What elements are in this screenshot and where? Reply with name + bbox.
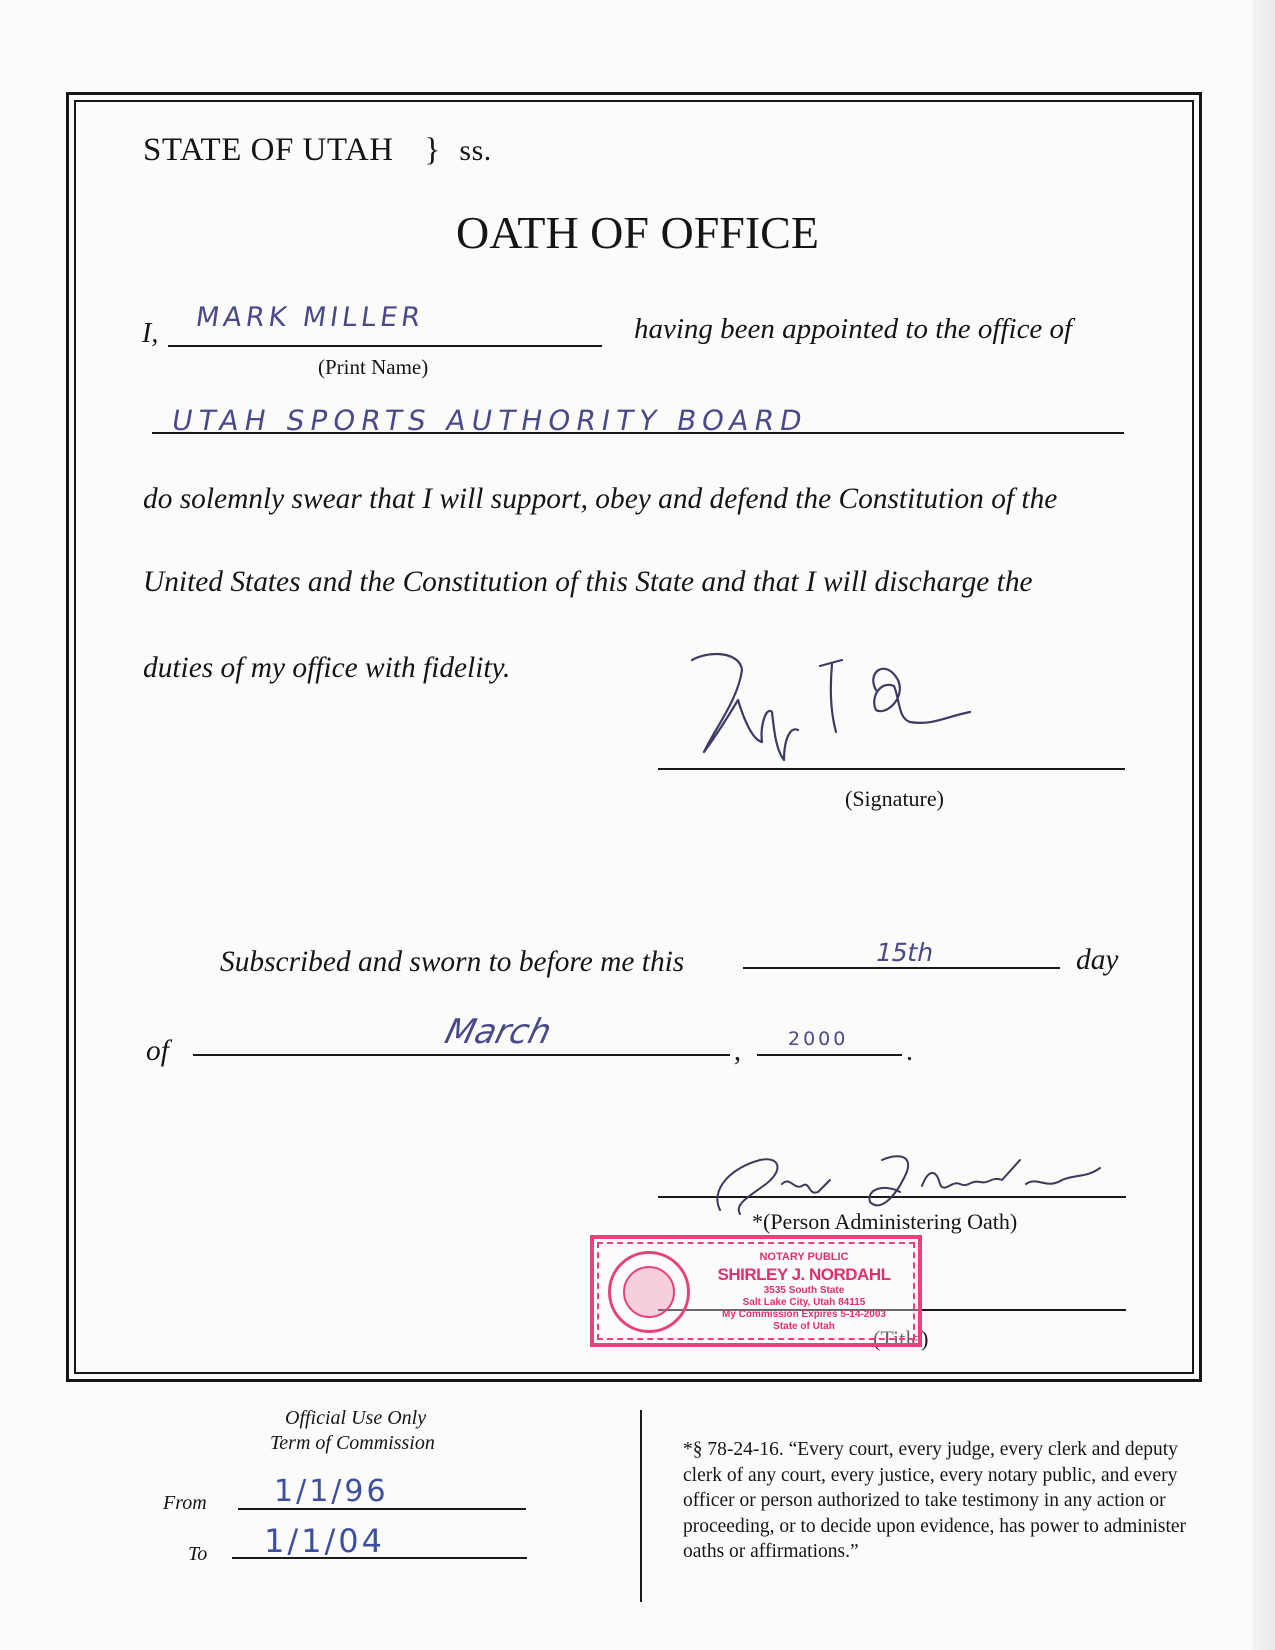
from-handwriting: 1/1/96 <box>274 1474 389 1509</box>
brace: } <box>424 132 441 168</box>
print-name-label: (Print Name) <box>318 355 429 379</box>
stamp-line-3: 3535 South State <box>763 1285 845 1296</box>
notary-seal-center <box>623 1266 675 1318</box>
stamp-line-1: NOTARY PUBLIC <box>759 1251 849 1263</box>
notary-stamp <box>590 1235 922 1347</box>
stamp-line-5: My Commission Expires 5-14-2003 <box>722 1309 886 1320</box>
print-name-line <box>168 345 602 347</box>
state-name: STATE OF UTAH <box>143 132 394 168</box>
office-handwriting: UTAH SPORTS AUTHORITY BOARD <box>169 404 811 437</box>
document-title: OATH OF OFFICE <box>456 207 819 258</box>
day-line <box>743 967 1060 969</box>
from-label: From <box>163 1492 207 1514</box>
oath-body-line-3: duties of my office with fidelity. <box>143 652 511 684</box>
notary-seal-icon <box>608 1251 690 1333</box>
oath-body-line-1: do solemnly swear that I will support, obey and defend the Constitution of the <box>143 483 1058 515</box>
stamp-line-4: Salt Lake City, Utah 84115 <box>742 1297 866 1308</box>
day-label: day <box>1076 944 1119 976</box>
to-label: To <box>188 1543 208 1565</box>
print-name-handwriting: MARK MILLER <box>193 302 427 333</box>
official-heading-2: Term of Commission <box>270 1432 435 1454</box>
oath-signature <box>680 640 1010 770</box>
year-line <box>757 1054 902 1056</box>
of-label: of <box>146 1035 169 1067</box>
ss-text: ss. <box>459 134 492 167</box>
title-label: (Title) <box>873 1326 929 1351</box>
official-heading-1: Official Use Only <box>285 1407 427 1429</box>
signature-label: (Signature) <box>845 786 944 811</box>
year-period: . <box>906 1036 913 1067</box>
i-prefix: I, <box>142 318 159 349</box>
subscribed-text: Subscribed and sworn to before me this <box>220 946 685 978</box>
to-handwriting: 1/1/04 <box>264 1522 385 1560</box>
stamp-line-2: SHIRLEY J. NORDAHL <box>717 1265 891 1284</box>
month-comma: , <box>734 1036 741 1067</box>
stamp-line-6: State of Utah <box>773 1321 835 1332</box>
month-handwriting: March <box>441 1012 556 1052</box>
administering-label: *(Person Administering Oath) <box>752 1209 1018 1234</box>
state-heading <box>143 132 492 169</box>
year-handwriting: 2000 <box>788 1028 849 1050</box>
statute-footnote: *§ 78-24-16. “Every court, every judge, every clerk and deputy clerk of any court, every justice, every notary public, and every officer or person authorized to take testimony in any action or proceeding, or to decide upon evidence, has power to administer oaths or affirmations.” <box>683 1439 1187 1563</box>
month-line <box>193 1054 730 1056</box>
signature-line <box>658 768 1125 770</box>
oath-body-line-2: United States and the Constitution of this State and that I will discharge the <box>143 566 1033 598</box>
appointed-text: having been appointed to the office of <box>634 313 1073 345</box>
footer-divider <box>640 1410 642 1602</box>
day-handwriting: 15th <box>872 938 937 967</box>
